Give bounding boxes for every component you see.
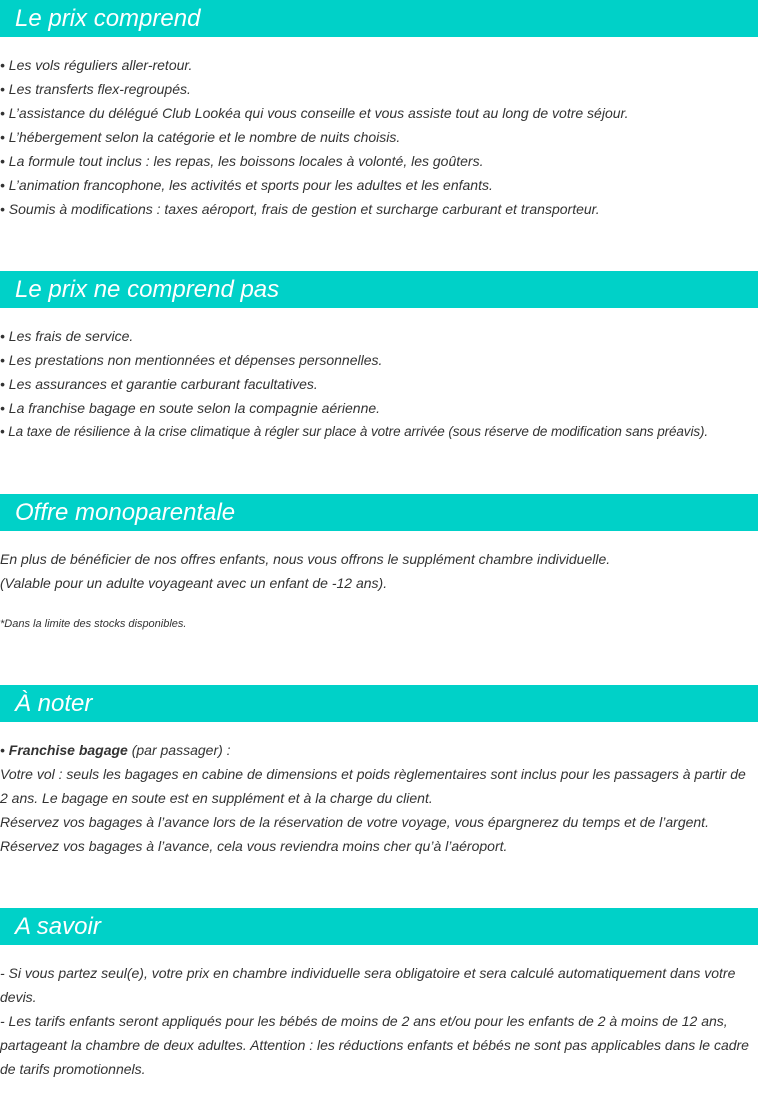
section-header-prix-ne-comprend-pas: Le prix ne comprend pas <box>0 271 758 308</box>
franchise-bagage-bold: Franchise bagage <box>8 742 128 758</box>
franchise-bagage-suffix: (par passager) : <box>127 742 231 758</box>
list-item: • Les prestations non mentionnées et dépenses personnelles. <box>0 352 383 368</box>
list-item: • L’animation francophone, les activités et sports pour les adultes et les enfants. <box>0 177 493 193</box>
a-savoir-paragraph: - Les tarifs enfants seront appliqués pour les bébés de moins de 2 ans et/ou pour les enfants de 2 à moins de 12 ans, partageant la chambre de deux adultes. Attention : les réductions enfants et bébés ne sont pas applicables dans le cadre de tarifs promotionnels. <box>0 1013 749 1077</box>
a-savoir-text <box>0 961 752 1081</box>
a-noter-text <box>0 738 752 858</box>
list-item: • L’hébergement selon la catégorie et le nombre de nuits choisis. <box>0 129 401 145</box>
offre-line: En plus de bénéficier de nos offres enfants, nous vous offrons le supplément chambre individuelle. <box>0 551 611 567</box>
a-noter-paragraph: Votre vol : seuls les bagages en cabine de dimensions et poids règlementaires sont inclus pour les passagers à partir de 2 ans. Le bagage en soute est en supplément et à la charge du client. <box>0 766 746 806</box>
list-item: • Les frais de service. <box>0 328 134 344</box>
bullet: • <box>0 742 9 758</box>
list-prix-ne-comprend-pas <box>0 324 758 444</box>
list-item: • L’assistance du délégué Club Lookéa qui vous conseille et vous assiste tout au long de votre séjour. <box>0 105 629 121</box>
list-item: • Les vols réguliers aller-retour. <box>0 57 193 73</box>
a-noter-paragraph: Réservez vos bagages à l’avance, cela vous reviendra moins cher qu’à l’aéroport. <box>0 838 508 854</box>
list-item: • La taxe de résilience à la crise climatique à régler sur place à votre arrivée (sous réserve de modification sans préavis). <box>0 424 709 439</box>
section-header-prix-comprend: Le prix comprend <box>0 0 758 37</box>
section-header-a-noter: À noter <box>0 685 758 722</box>
stock-note: *Dans la limite des stocks disponibles. <box>0 618 187 630</box>
franchise-bagage-label <box>0 738 752 762</box>
offre-monoparentale-text <box>0 547 752 595</box>
section-header-offre-monoparentale: Offre monoparentale <box>0 494 758 531</box>
a-savoir-paragraph: - Si vous partez seul(e), votre prix en chambre individuelle sera obligatoire et sera calculé automatiquement dans votre devis. <box>0 965 736 1005</box>
offre-line: (Valable pour un adulte voyageant avec un enfant de -12 ans). <box>0 575 388 591</box>
list-item: • Les transferts flex-regroupés. <box>0 81 191 97</box>
list-item: • Les assurances et garantie carburant facultatives. <box>0 376 318 392</box>
list-item: • La franchise bagage en soute selon la compagnie aérienne. <box>0 400 381 416</box>
list-item: • Soumis à modifications : taxes aéroport, frais de gestion et surcharge carburant et transporteur. <box>0 201 600 217</box>
list-prix-comprend <box>0 53 758 221</box>
a-noter-paragraph: Réservez vos bagages à l’avance lors de la réservation de votre voyage, vous épargnerez du temps et de l’argent. <box>0 814 709 830</box>
list-item: • La formule tout inclus : les repas, les boissons locales à volonté, les goûters. <box>0 153 484 169</box>
section-header-a-savoir: A savoir <box>0 908 758 945</box>
